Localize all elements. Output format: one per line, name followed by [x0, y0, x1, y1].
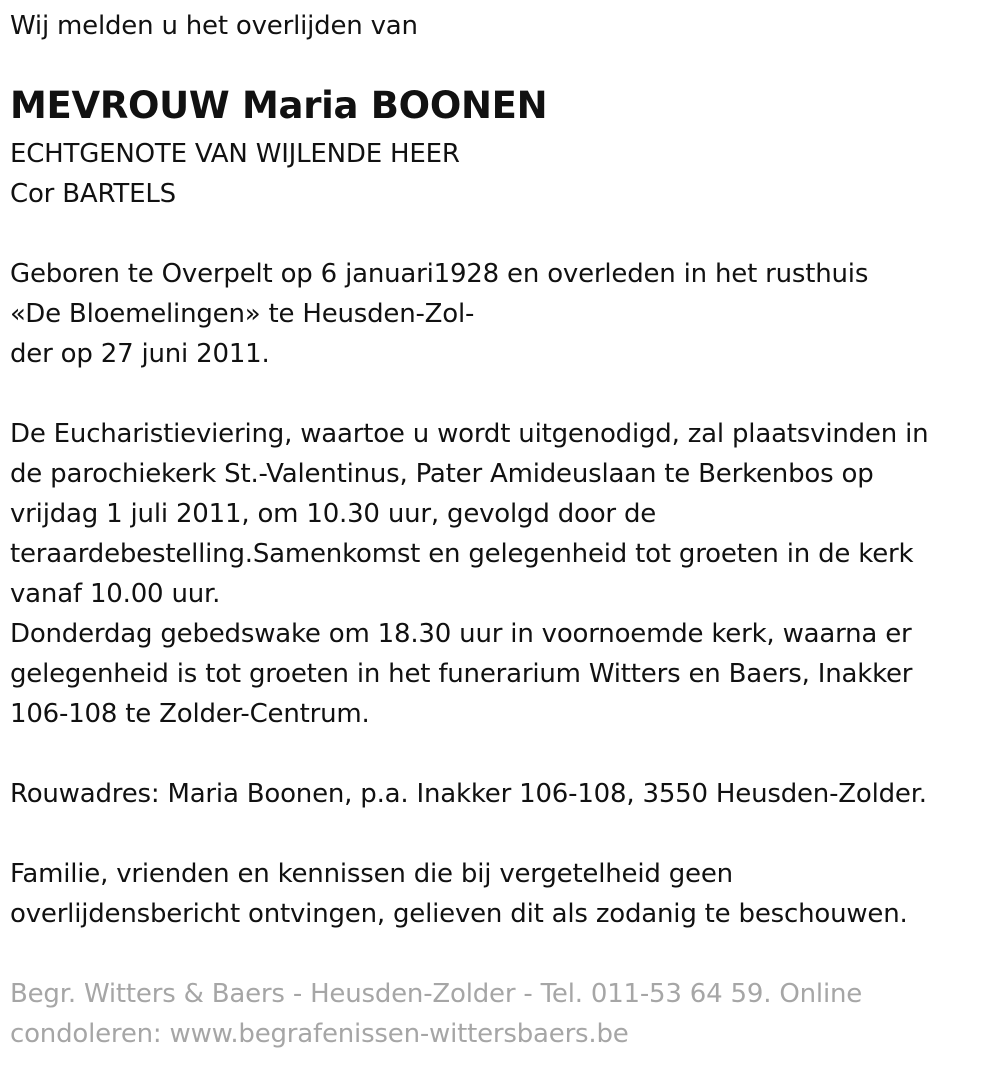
spacer — [10, 934, 985, 974]
paragraph-line: Familie, vrienden en kennissen die bij vergetelheid geen — [10, 859, 733, 889]
paragraph-line: der op 27 juni 2011. — [10, 339, 270, 369]
paragraph-line: Geboren te Overpelt op 6 januari1928 en overleden in het rusthuis — [10, 259, 869, 289]
paragraph-line: Donderdag gebedswake om 18.30 uur in voornoemde kerk, waarna er — [10, 619, 912, 649]
spacer — [10, 214, 985, 254]
spacer — [10, 734, 985, 774]
obituary-notice — [10, 6, 985, 1054]
relation-line-1: ECHTGENOTE VAN WIJLENDE HEER — [10, 139, 460, 169]
funeral-home-footer — [10, 974, 985, 1054]
birth-death-paragraph — [10, 254, 985, 374]
ceremony-paragraph — [10, 414, 985, 734]
intro-text: Wij melden u het overlijden van — [10, 11, 418, 41]
paragraph-line: de parochiekerk St.-Valentinus, Pater Amideuslaan te Berkenbos op — [10, 459, 874, 489]
notice-paragraph — [10, 854, 985, 934]
spacer — [10, 814, 985, 854]
paragraph-line: vanaf 10.00 uur. — [10, 579, 221, 609]
footer-line: Begr. Witters & Baers - Heusden-Zolder - Tel. 011-53 64 59. Online — [10, 979, 863, 1009]
paragraph-line: teraardebestelling.Samenkomst en gelegenheid tot groeten in de kerk — [10, 539, 914, 569]
paragraph-line: De Eucharistieviering, waartoe u wordt uitgenodigd, zal plaatsvinden in — [10, 419, 929, 449]
paragraph-line: 106-108 te Zolder-Centrum. — [10, 699, 370, 729]
deceased-name: MEVROUW Maria BOONEN — [10, 84, 548, 127]
paragraph-line: vrijdag 1 juli 2011, om 10.30 uur, gevolgd door de — [10, 499, 657, 529]
paragraph-line: overlijdensbericht ontvingen, gelieven dit als zodanig te beschouwen. — [10, 899, 908, 929]
spacer — [10, 374, 985, 414]
paragraph-line: gelegenheid is tot groeten in het funerarium Witters en Baers, Inakker — [10, 659, 913, 689]
paragraph-line: «De Bloemelingen» te Heusden-Zol- — [10, 299, 475, 329]
footer-line: condoleren: www.begrafenissen-wittersbaers.be — [10, 1019, 629, 1049]
mourning-address: Rouwadres: Maria Boonen, p.a. Inakker 106-108, 3550 Heusden-Zolder. — [10, 779, 927, 809]
relation-line-2: Cor BARTELS — [10, 179, 176, 209]
